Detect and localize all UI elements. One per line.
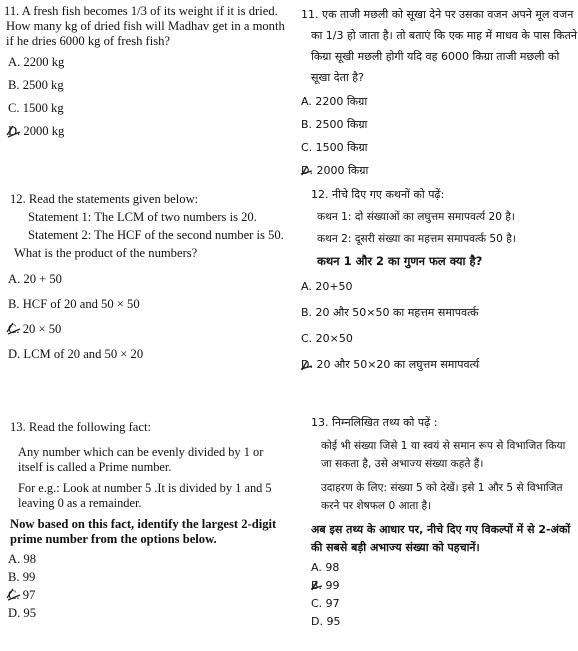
option-c[interactable] (8, 317, 285, 342)
question-13-hi-prompt: अब इस तथ्य के आधार पर, नीचे दिए गए विकल्पों में से 2-अंकों की सबसे बड़ी अभाज्य संख्या को पहचानें। (311, 523, 571, 554)
option-c-label: C. 97 (8, 588, 36, 602)
option-d[interactable] (301, 159, 578, 182)
option-c[interactable] (8, 586, 285, 604)
option-b[interactable]: B. HCF of 20 and 50 × 50 (8, 297, 140, 311)
option-d-label: D. 2000 kg (8, 124, 65, 138)
fact-2: उदाहरण के लिए: संख्या 5 को देखें। इसे 1 और 5 से विभाजित करने पर शेषफल 0 आता है। (321, 482, 563, 512)
fact-2: For e.g.: Look at number 5 .It is divided by 1 and 5 leaving 0 as a remainder. (18, 481, 272, 510)
option-a[interactable]: A. 2200 किग्रा (301, 95, 368, 108)
question-11-hi (293, 4, 578, 182)
option-a[interactable]: A. 2200 kg (8, 55, 65, 69)
option-d-label: D. 20 और 50×20 का लघुत्तम समापवर्त्य (301, 358, 480, 371)
option-b[interactable]: B. 2500 किग्रा (301, 118, 368, 131)
option-d[interactable] (301, 352, 578, 378)
question-11-en (0, 4, 285, 143)
option-a[interactable]: A. 98 (311, 561, 340, 574)
option-b[interactable]: B. 2500 kg (8, 78, 64, 92)
question-11-hi-text: 11. एक ताजी मछली को सूखा देने पर उसका वजन अपने मूल वजन का 1/3 हो जाता है। तो बताएं कि एक माह में माधव के पास कितने किग्रा सूखी मछली होगी यदि वह 6000 किग्रा ताजी मछली को सूखा देता है? (301, 8, 578, 84)
option-b[interactable] (311, 577, 578, 595)
option-c[interactable]: C. 1500 kg (8, 101, 64, 115)
option-a[interactable]: A. 98 (8, 552, 36, 566)
question-13-en (0, 420, 285, 622)
question-12-hi-text: 12. नीचे दिए गए कथनों को पढ़ें: (311, 188, 445, 201)
option-c[interactable]: C. 97 (311, 597, 340, 610)
option-a[interactable]: A. 20+50 (301, 280, 353, 293)
question-13-hi-text: 13. निम्नलिखित तथ्य को पढ़ें : (311, 416, 438, 429)
option-d[interactable]: D. 95 (8, 606, 36, 620)
option-c-label: C. 20 × 50 (8, 322, 62, 336)
hindi-column (293, 0, 578, 651)
option-c[interactable]: C. 20×50 (301, 332, 353, 345)
statement-2: Statement 2: The HCF of the second number is 50. (28, 228, 284, 242)
option-d[interactable]: D. LCM of 20 and 50 × 20 (8, 347, 144, 361)
question-12-hi-prompt: कथन 1 और 2 का गुणन फल क्या है? (317, 254, 483, 268)
option-d[interactable] (8, 120, 285, 143)
question-12-en-prompt: What is the product of the numbers? (14, 246, 198, 260)
statement-2: कथन 2: दूसरी संख्या का महत्तम समापवर्त्क 50 है। (317, 233, 516, 245)
fact-1: कोई भी संख्या जिसे 1 या स्वयं से समान रूप से विभाजित किया जा सकता है, उसे अभाज्य संख्या कहते हैं। (321, 440, 566, 470)
question-12-en-text: 12. Read the statements given below: (10, 192, 199, 206)
option-d-label: D. 2000 किग्रा (301, 164, 369, 177)
option-a[interactable]: A. 20 + 50 (8, 272, 62, 286)
question-13-hi (293, 412, 578, 631)
question-11-en-text: 11. A fresh fish becomes 1/3 of its weight if it is dried. How many kg of dried fish will Madhav get in a month if he dries 6000 kg of fresh fish? (4, 4, 285, 48)
option-c[interactable]: C. 1500 किग्रा (301, 141, 368, 154)
option-b[interactable]: B. 20 और 50×50 का महत्तम समापवर्त्क (301, 306, 479, 319)
question-13-en-text: 13. Read the following fact: (10, 420, 151, 434)
question-12-en (0, 192, 285, 367)
option-b-label: B. 99 (311, 579, 340, 592)
question-13-en-prompt: Now based on this fact, identify the largest 2-digit prime number from the options below. (10, 517, 277, 546)
statement-1: Statement 1: The LCM of two numbers is 20. (28, 210, 257, 224)
fact-1: Any number which can be evenly divided by 1 or itself is called a Prime number. (18, 445, 264, 474)
statement-1: कथन 1: दो संख्याओं का लघुत्तम समापवर्त्य 20 है। (317, 211, 515, 223)
question-12-hi (293, 184, 578, 378)
option-d[interactable]: D. 95 (311, 615, 341, 628)
option-b[interactable]: B. 99 (8, 570, 36, 584)
english-column (0, 0, 285, 651)
